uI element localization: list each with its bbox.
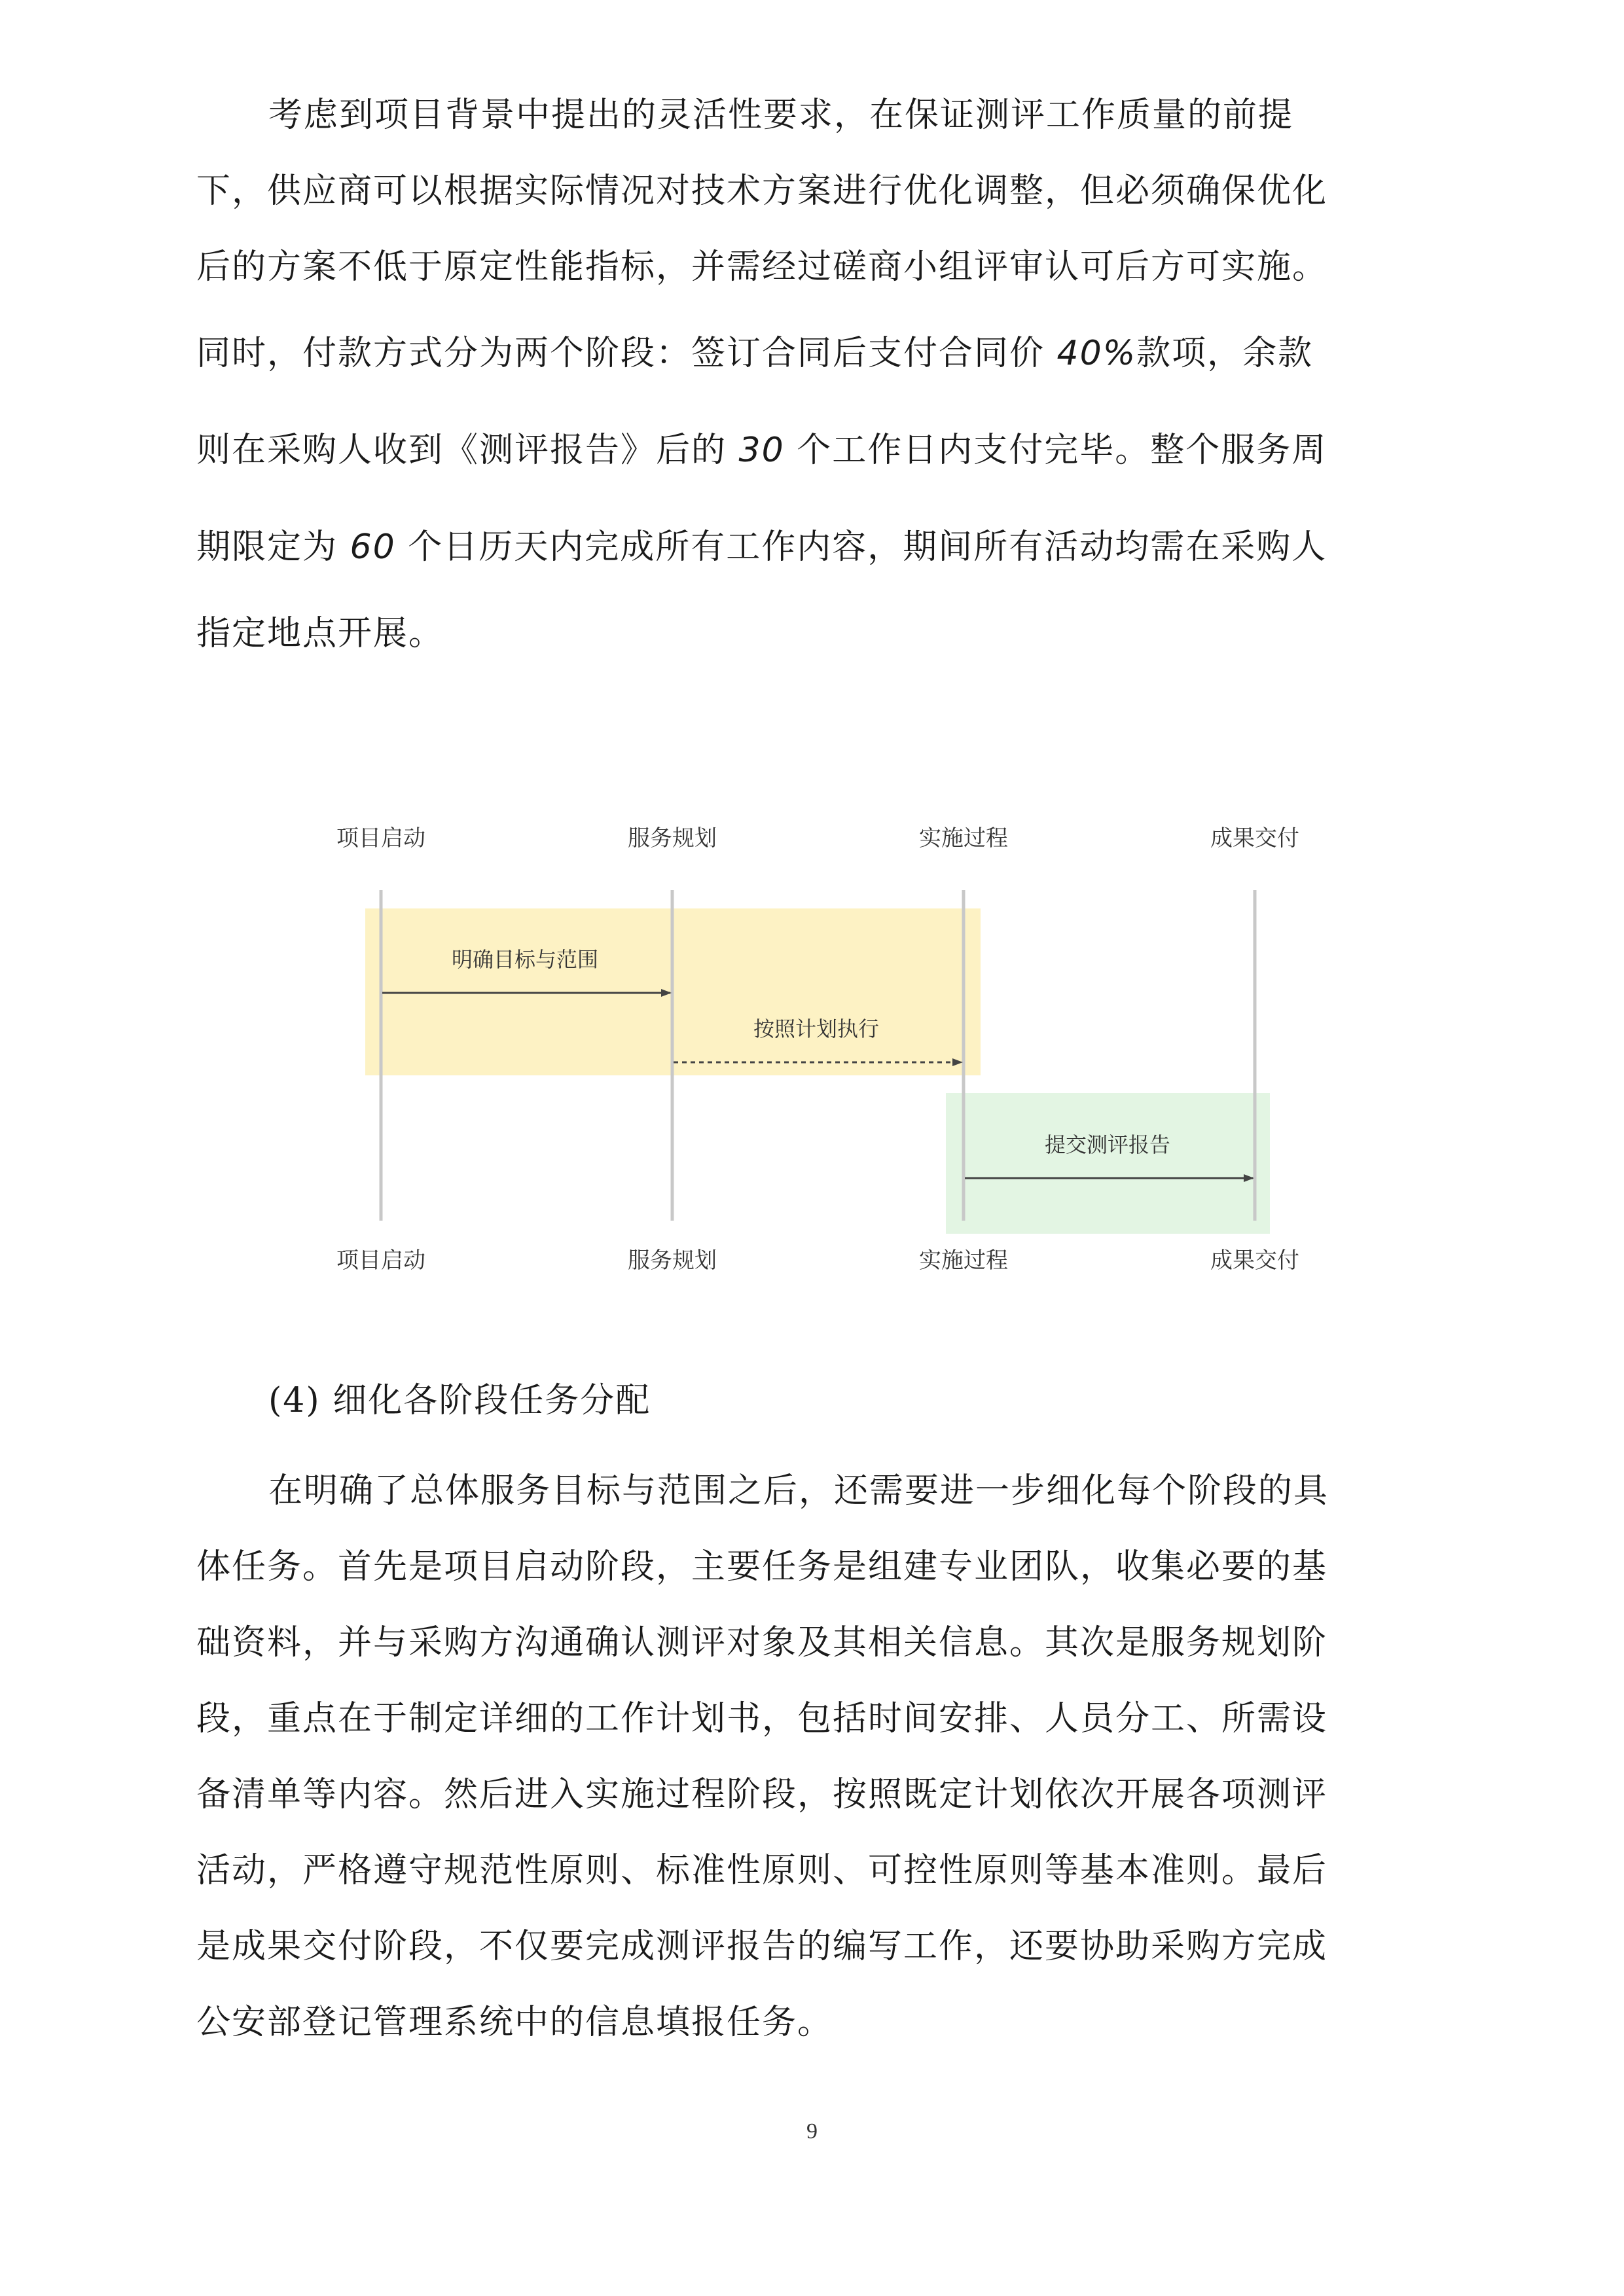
text-segment: 则在采购人收到《测评报告》后的 <box>196 431 727 470</box>
participant-label-bottom: 成果交付 <box>1210 1247 1299 1274</box>
message-label-execute-plan: 按照计划执行 <box>753 1016 880 1041</box>
participant-label-top: 项目启动 <box>336 825 425 852</box>
text-line: 体任务。首先是项目启动阶段，主要任务是组建专业团队，收集必要的基 <box>196 1547 1328 1587</box>
participant-label-top: 服务规划 <box>628 825 717 852</box>
text-segment: 款项，余款 <box>1136 334 1314 373</box>
text-segment: 个工作日内支付完毕。整个服务周 <box>797 431 1327 470</box>
text-line: 活动，严格遵守规范性原则、标准性原则、可控性原则等基本准则。最后 <box>196 1851 1328 1890</box>
text-line: 备清单等内容。然后进入实施过程阶段，按照既定计划依次开展各项测评 <box>196 1775 1328 1814</box>
section-heading: (4) 细化各阶段任务分配 <box>268 1381 651 1420</box>
text-line: 公安部登记管理系统中的信息填报任务。 <box>196 2003 833 2042</box>
text-segment: 个日历天内完成所有工作内容，期间所有活动均需在采购人 <box>408 528 1327 567</box>
text-line: 考虑到项目背景中提出的灵活性要求，在保证测评工作质量的前提 <box>268 96 1294 135</box>
text-line: 下，供应商可以根据实际情况对技术方案进行优化调整，但必须确保优化 <box>196 171 1328 211</box>
paragraph-project-terms <box>196 77 1427 672</box>
phase-highlight-delivery <box>946 1093 1270 1234</box>
message-label-submit-report: 提交测评报告 <box>1044 1132 1171 1157</box>
participant-label-bottom: 项目启动 <box>336 1247 425 1274</box>
sequence-diagram <box>336 812 1299 1296</box>
page-number: 9 <box>806 2119 818 2144</box>
payment-percent: 40% <box>1056 334 1137 373</box>
text-line: 指定地点开展。 <box>196 614 444 653</box>
service-days: 60 <box>350 528 396 567</box>
text-line <box>196 305 1427 402</box>
paragraph-phase-tasks <box>196 1453 1427 2060</box>
message-label-define-goals: 明确目标与范围 <box>451 947 599 972</box>
text-segment: 期限定为 <box>196 528 338 567</box>
text-segment: 同时，付款方式分为两个阶段：签订合同后支付合同价 <box>196 334 1045 373</box>
text-line: 段，重点在于制定详细的工作计划书，包括时间安排、人员分工、所需设 <box>196 1699 1328 1738</box>
payment-days: 30 <box>738 431 785 470</box>
participant-label-top: 实施过程 <box>919 825 1008 852</box>
participant-label-top: 成果交付 <box>1210 825 1299 852</box>
text-line <box>196 402 1427 499</box>
text-line: 在明确了总体服务目标与范围之后，还需要进一步细化每个阶段的具 <box>268 1471 1329 1511</box>
participant-label-bottom: 实施过程 <box>919 1247 1008 1274</box>
text-line: 是成果交付阶段，不仅要完成测评报告的编写工作，还要协助采购方完成 <box>196 1927 1328 1966</box>
text-line <box>196 499 1427 596</box>
text-line: 础资料，并与采购方沟通确认测评对象及其相关信息。其次是服务规划阶 <box>196 1623 1328 1662</box>
text-line: 后的方案不低于原定性能指标，并需经过磋商小组评审认可后方可实施。 <box>196 247 1328 287</box>
participant-label-bottom: 服务规划 <box>628 1247 717 1274</box>
